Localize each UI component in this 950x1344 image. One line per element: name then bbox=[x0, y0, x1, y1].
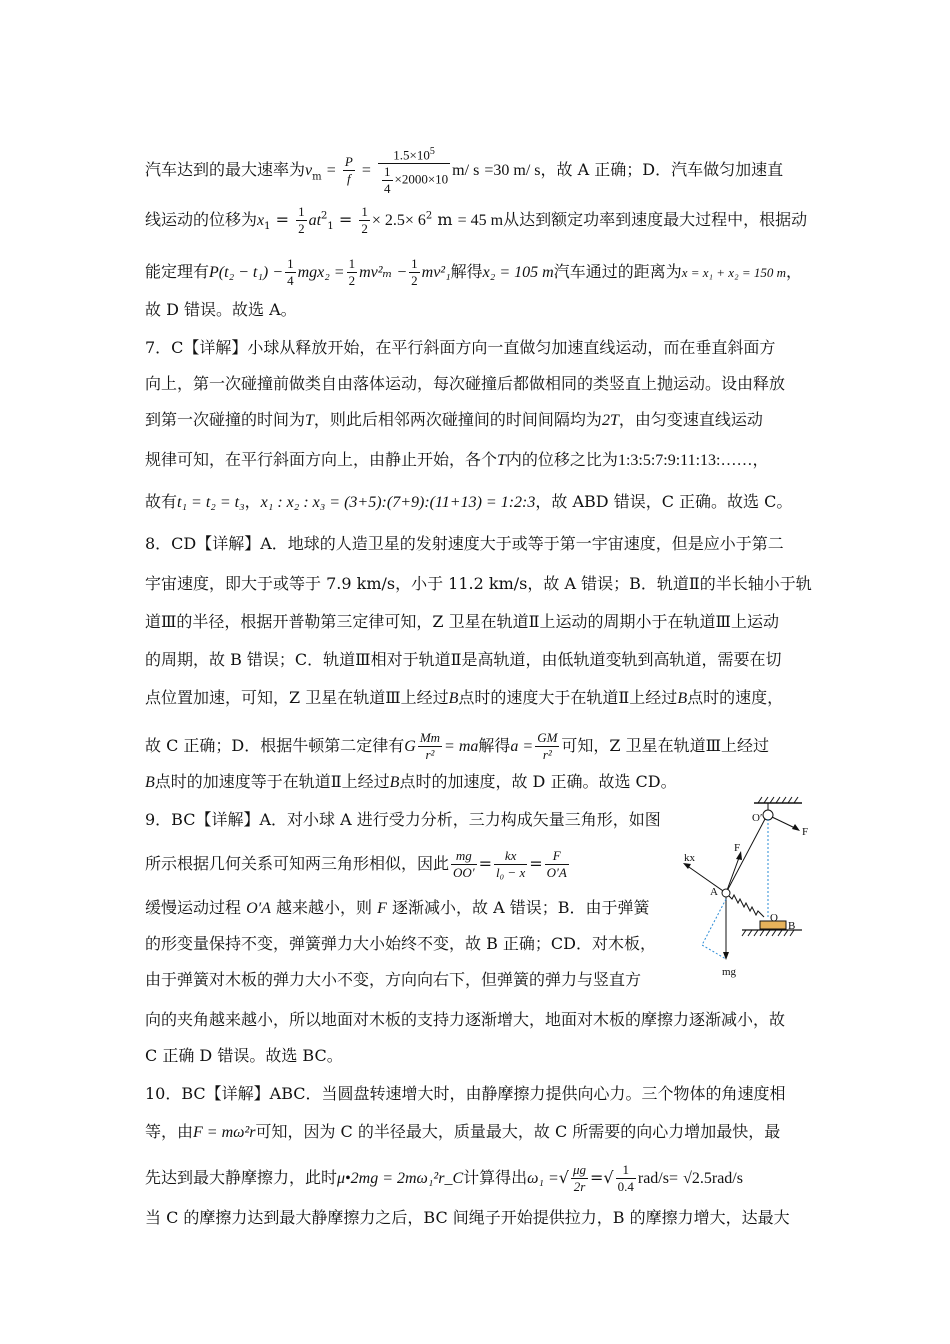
text-line: 宇宙速度，即大于或等于 7.9 km/s，小于 11.2 km/s，故 A 错误；B．轨道Ⅱ的半长轴小于轨 bbox=[145, 574, 812, 593]
fig-label: F bbox=[734, 842, 741, 854]
text-line: 到第一次碰撞的时间为T，则此后相邻两次碰撞间的时间间隔均为2T，由匀变速直线运动 bbox=[145, 410, 763, 429]
text-line: C 正确 D 错误。故选 BC。 bbox=[145, 1046, 343, 1065]
text-line: 规律可知，在平行斜面方向上，由静止开始，各个T内的位移之比为1:3:5:7:9:11:13:……， bbox=[145, 450, 769, 469]
text-line: 9．BC【详解】A．对小球 A 进行受力分析，三力构成矢量三角形，如图 bbox=[145, 810, 661, 829]
fig-label: A bbox=[710, 886, 718, 898]
text-line: 汽车达到的最大速率为$v_m$ = $\frac{P}{f}$ = $1.5\times 10^5$ $\frac{1}{4}$ ×2000×10 m/ s =30 m/ s，故 A 正确；D．汽车做匀加速直 bbox=[145, 146, 784, 197]
text-line: 的形变量保持不变，弹簧弹力大小始终不变，故 B 正确；CD．对木板， bbox=[145, 934, 657, 953]
text-line: 10．BC【详解】ABC．当圆盘转速增大时，由静摩擦力提供向心力。三个物体的角速度相 bbox=[145, 1084, 786, 1103]
fig-label: O bbox=[770, 912, 778, 924]
force-diagram bbox=[672, 795, 822, 985]
text-line: 由于弹簧对木板的弹力大小不变，方向向右下，但弹簧的弹力与竖直方 bbox=[145, 970, 642, 989]
text-line: 线运动的位移为$x_1$ = $\frac{1}{2}$ $at^2_1$ = $\frac{1}{2}$ × $2.5\times 6^2$ m = 45 m从达到额定功率到速度最大过程中，根据动 bbox=[145, 204, 808, 236]
text-line: 8．CD【详解】A．地球的人造卫星的发射速度大于或等于第一宇宙速度，但是应小于第二 bbox=[145, 534, 784, 553]
text-line: 所示根据几何关系可知两三角形相似，因此 $\frac{mg}{OO'}$ = $\frac{kx}{\text{l₀ − x}}$ = $\frac{F}{O'A}$ bbox=[145, 848, 567, 880]
text-line: 7．C【详解】小球从释放开始，在平行斜面方向一直做匀加速直线运动，而在垂直斜面方 bbox=[145, 338, 776, 357]
text-line: 的周期，故 B 错误；C．轨道Ⅲ相对于轨道Ⅱ是高轨道，由低轨道变轨到高轨道，需要在切 bbox=[145, 650, 782, 669]
fig-label: B bbox=[788, 920, 796, 932]
text-line: 能定理有P(t₂ − t₁) − $\frac{1}{4}$ mgx₂ = $\frac{1}{2}$ mv²ₘ − $\frac{1}{2}$ mv²₁解得x₂ = 105 m汽车通过的距离为x = x₁ + x₂ = 150 m， bbox=[145, 256, 803, 288]
fraction: $1.5\times 10^5$ $\frac{1}{4}$ ×2000×10 bbox=[378, 144, 450, 197]
text-line: 向上，第一次碰撞前做类自由落体运动，每次碰撞后都做相同的类竖直上抛运动。设由释放 bbox=[145, 374, 786, 393]
text-line: 故 D 错误。故选 A。 bbox=[145, 300, 297, 319]
fig-label: O′ bbox=[752, 812, 763, 824]
text-line: 点位置加速，可知，Z 卫星在轨道Ⅲ上经过B点时的速度大于在轨道Ⅱ上经过B点时的速度， bbox=[145, 688, 784, 707]
text-line: 缓慢运动过程 O′A 越来越小，则 F 逐渐减小，故 A 错误；B．由于弹簧 bbox=[145, 898, 650, 917]
text-line: 故 C 正确；D．根据牛顿第二定律有G $\frac{Mm}{\text{r²}}$ = ma解得a = $\frac{GM}{\text{r²}}$ 可知，Z 卫星在轨道Ⅲ上经过 bbox=[145, 730, 770, 762]
text-line: 向的夹角越来越小，所以地面对木板的支持力逐渐增大，地面对木板的摩擦力逐渐减小，故 bbox=[145, 1010, 786, 1029]
fig-label: mg bbox=[722, 966, 737, 978]
text-line: 先达到最大静摩擦力，此时μ•2mg = 2mω₁²r_C计算得出ω₁ =√ $\frac{\mu g}{2r}$ =√ $\frac{1}{0.4}$ rad/s= √2.5rad/s bbox=[145, 1162, 743, 1194]
text-line: 等，由F = mω²r可知，因为 C 的半径最大，质量最大，故 C 所需要的向心力增加最快，最 bbox=[145, 1122, 781, 1141]
text-line: B点时的加速度等于在轨道Ⅱ上经过B点时的加速度，故 D 正确。故选 CD。 bbox=[145, 772, 677, 791]
fig-label: kx bbox=[684, 852, 695, 864]
text-line: 故有t₁ = t₂ = t₃，x₁ : x₂ : x₃ = (3+5):(7+9):(11+13) = 1:2:3，故 ABD 错误，C 正确。故选 C。 bbox=[145, 492, 793, 511]
text-line: 当 C 的摩擦力达到最大静摩擦力之后，BC 间绳子开始提供拉力，B 的摩擦力增大，达最大 bbox=[145, 1208, 790, 1227]
fraction: $\frac{P}{f}$ bbox=[344, 154, 353, 187]
fig-label: F bbox=[802, 826, 809, 838]
text-line: 道Ⅲ的半径，根据开普勒第三定律可知，Z 卫星在轨道Ⅱ上运动的周期小于在轨道Ⅲ上运动 bbox=[145, 612, 779, 631]
